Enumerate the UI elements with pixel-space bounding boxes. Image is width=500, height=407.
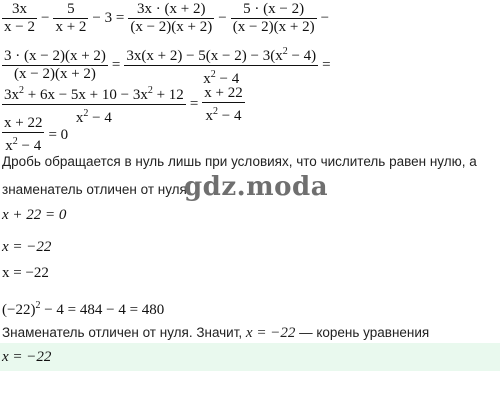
equation-line-2: $\frac{3 \cdot (x - 2)(x + 2)}{(x - 2)(x + 2)}$ = $\frac{3x(x + 2) - 5(x - 2) - 3(x^2 - 4)}{x^2 - 4}$ =: [4, 46, 331, 87]
fraction: $\frac{x + 22}{x^2 - 4}$: [204, 84, 243, 124]
fraction: $\frac{x + 22}{x^2 - 4}$: [4, 115, 43, 154]
explanation-text-2: знаменатель отличен от нуля.: [2, 182, 191, 197]
fraction: $\frac{3 \cdot (x - 2)(x + 2)}{(x - 2)(x + 2)}$: [4, 48, 106, 82]
answer-highlight: [0, 343, 500, 371]
equation-line-1: $\frac{3x}{x - 2}$ − $\frac{5}{x + 2}$ − 3 = $\frac{3x \cdot (x + 2)}{(x - 2)(x + 2)}$ − $\frac{5 \cdot (x - 2)}{(x - 2)(x + 2)}$ −: [4, 1, 330, 35]
equation-line-3: $\frac{3x^2 + 6x - 5x + 10 - 3x^2 + 12}{x^2 - 4}$ = $\frac{x + 22}{x^2 - 4}$: [4, 84, 243, 126]
fraction: $\frac{3x}{x - 2}$: [4, 1, 35, 35]
watermark: gdz.moda: [184, 172, 329, 202]
check-computation: $(-22)^2 - 4 = 484 - 4 = 480$: [2, 300, 165, 318]
final-answer: x = −22: [2, 349, 52, 365]
fraction: $\frac{5 \cdot (x - 2)}{(x - 2)(x + 2)}$: [232, 1, 315, 35]
equation-line-4: $\frac{x + 22}{x^2 - 4}$ = 0: [4, 115, 69, 154]
fraction: $\frac{5}{x + 2}$: [55, 1, 87, 35]
fraction: $\frac{3x(x + 2) - 5(x - 2) - 3(x^2 - 4)}{x^2 - 4}$: [126, 46, 317, 87]
fraction: $\frac{3x \cdot (x + 2)}{(x - 2)(x + 2)}$: [130, 1, 213, 35]
explanation-text-1: Дробь обращается в нуль лишь при условиях, что числитель равен нулю, а: [2, 154, 477, 169]
conclusion-text: Знаменатель отличен от нуля. Значит, x = −22 — корень уравнения: [2, 325, 430, 341]
equation-x-plus-22: x + 22 = 0: [2, 207, 67, 223]
equation-x-value-repeat: x = −22: [2, 265, 49, 281]
equation-x-value: x = −22: [2, 239, 52, 255]
fraction: $\frac{3x^2 + 6x - 5x + 10 - 3x^2 + 12}{x^2 - 4}$: [4, 85, 184, 126]
